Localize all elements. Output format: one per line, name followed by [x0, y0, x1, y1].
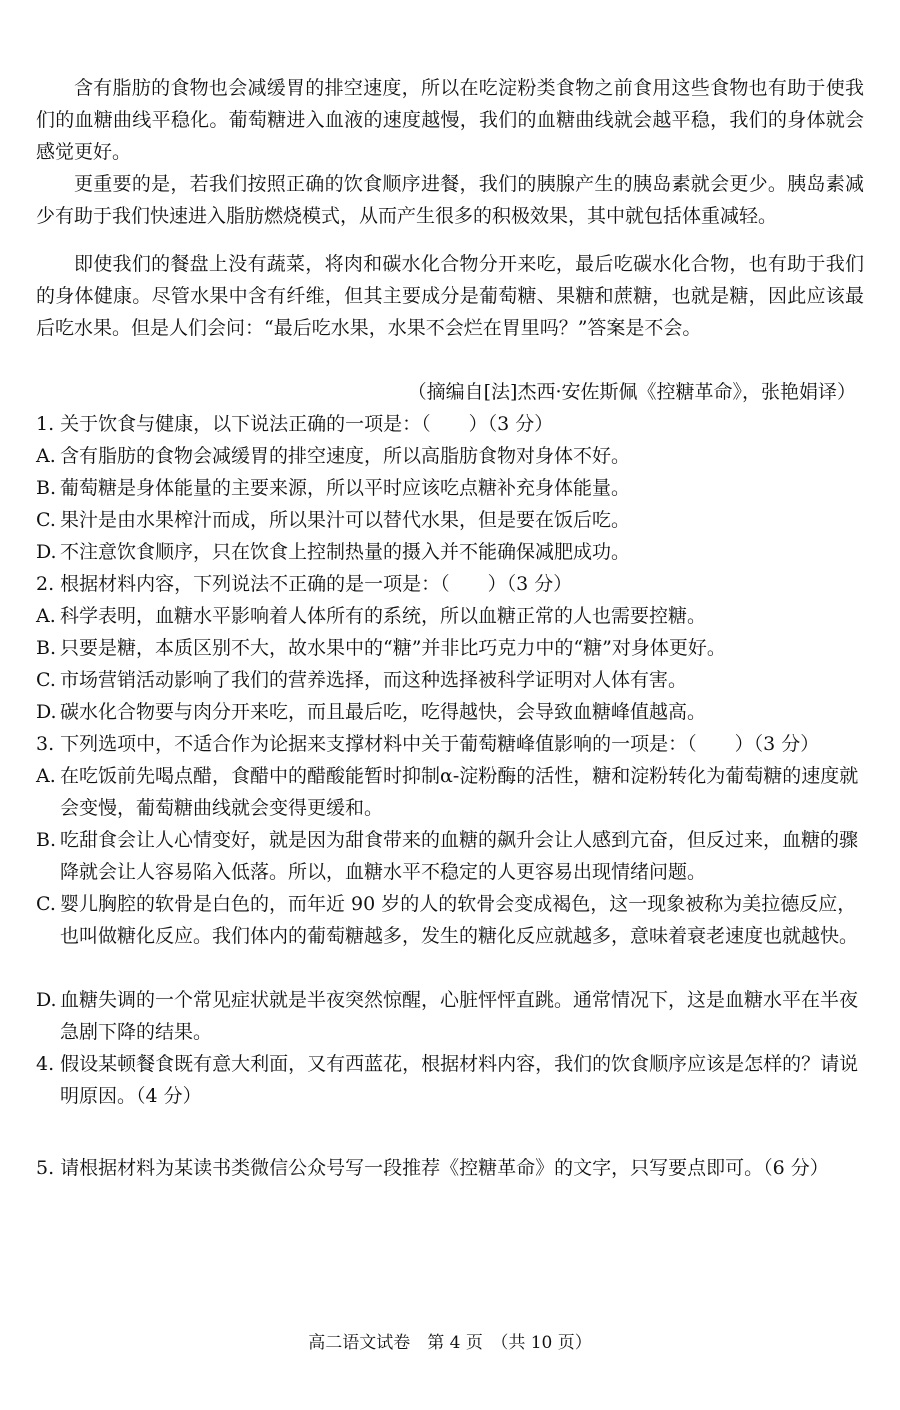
question-1-stem: 1. 关于饮食与健康，以下说法正确的一项是：（ ）（3 分）	[36, 413, 554, 435]
question-2-option-b	[36, 632, 870, 664]
option-text: 血糖失调的一个常见症状就是半夜突然惊醒，心脏怦怦直跳。通常情况下，这是血糖水平在半夜急剧下降的结果。	[60, 989, 859, 1043]
option-text: 果汁是由水果榨汁而成，所以果汁可以替代水果，但是要在饭后吃。	[60, 509, 631, 531]
option-text: 在吃饭前先喝点醋，食醋中的醋酸能暂时抑制α-淀粉酶的活性，糖和淀粉转化为葡萄糖的速度就会变慢，葡萄糖曲线就会变得更缓和。	[60, 765, 859, 819]
passage-paragraph-2: 更重要的是，若我们按照正确的饮食顺序进餐，我们的胰腺产生的胰岛素就会更少。胰岛素减少有助于我们快速进入脂肪燃烧模式，从而产生很多的积极效果，其中就包括体重减轻。	[36, 173, 864, 227]
question-2-option-d	[36, 696, 870, 728]
option-letter: B.	[36, 637, 57, 659]
option-text: 不注意饮食顺序，只在饮食上控制热量的摄入并不能确保减肥成功。	[60, 541, 631, 563]
passage-paragraph-3: 即使我们的餐盘上没有蔬菜，将肉和碳水化合物分开来吃，最后吃碳水化合物，也有助于我们的身体健康。尽管水果中含有纤维，但其主要成分是葡萄糖、果糖和蔗糖，也就是糖，因此应该最后吃水果。但是人们会问：“最后吃水果，水果不会烂在胃里吗？”答案是不会。	[36, 253, 864, 339]
option-text: 葡萄糖是身体能量的主要来源，所以平时应该吃点糖补充身体能量。	[60, 477, 631, 499]
option-letter: A.	[36, 445, 56, 467]
option-letter: B.	[36, 829, 57, 851]
option-text: 碳水化合物要与肉分开来吃，而且最后吃，吃得越快，会导致血糖峰值越高。	[60, 701, 707, 723]
option-letter: D.	[36, 989, 57, 1011]
question-3-option-c	[36, 888, 870, 952]
source-citation: （摘编自[法]杰西·安佐斯佩《控糖革命》，张艳娟译）	[407, 381, 856, 403]
option-letter: A.	[36, 765, 56, 787]
question-2-option-c	[36, 664, 870, 696]
option-text: 市场营销活动影响了我们的营养选择，而这种选择被科学证明对人体有害。	[60, 669, 688, 691]
question-1-option-b	[36, 472, 870, 504]
passage-paragraph-1: 含有脂肪的食物也会减缓胃的排空速度，所以在吃淀粉类食物之前食用这些食物也有助于使我们的血糖曲线平稳化。葡萄糖进入血液的速度越慢，我们的血糖曲线就会越平稳，我们的身体就会感觉更好。	[36, 77, 864, 163]
question-3-option-d	[36, 984, 870, 1048]
page-footer: 高二语文试卷 第 4 页 （共 10 页）	[308, 1333, 592, 1353]
question-5-stem: 5. 请根据材料为某读书类微信公众号写一段推荐《控糖革命》的文字，只写要点即可。（6 分）	[36, 1157, 829, 1179]
question-2-option-a	[36, 600, 870, 632]
question-4-text: 4. 假设某顿餐食既有意大利面，又有西蓝花，根据材料内容，我们的饮食顺序应该是怎样的？请说明原因。（4 分）	[36, 1053, 859, 1107]
question-2-stem: 2. 根据材料内容，下列说法不正确的是一项是：（ ）（3 分）	[36, 573, 573, 595]
question-3-option-b	[36, 824, 870, 888]
question-4-stem	[36, 1048, 870, 1112]
option-letter: C.	[36, 893, 56, 915]
option-letter: D.	[36, 541, 57, 563]
option-text: 婴儿胸腔的软骨是白色的，而年近 90 岁的人的软骨会变成褐色，这一现象被称为美拉德反应，也叫做糖化反应。我们体内的葡萄糖越多，发生的糖化反应就越多，意味着衰老速度也就越快。	[60, 893, 859, 947]
option-text: 只要是糖，本质区别不大，故水果中的“糖”并非比巧克力中的“糖”对身体更好。	[60, 637, 726, 659]
option-letter: C.	[36, 669, 56, 691]
question-1-option-c	[36, 504, 870, 536]
question-3-option-a	[36, 760, 870, 824]
option-letter: A.	[36, 605, 56, 627]
option-text: 科学表明，血糖水平影响着人体所有的系统，所以血糖正常的人也需要控糖。	[60, 605, 707, 627]
question-1-option-a	[36, 440, 870, 472]
question-1-option-d	[36, 536, 870, 568]
option-letter: B.	[36, 477, 57, 499]
option-text: 吃甜食会让人心情变好，就是因为甜食带来的血糖的飙升会让人感到亢奋，但反过来，血糖的骤降就会让人容易陷入低落。所以，血糖水平不稳定的人更容易出现情绪问题。	[60, 829, 859, 883]
option-letter: C.	[36, 509, 56, 531]
option-text: 含有脂肪的食物会减缓胃的排空速度，所以高脂肪食物对身体不好。	[60, 445, 631, 467]
option-letter: D.	[36, 701, 57, 723]
question-3-stem: 3. 下列选项中，不适合作为论据来支撑材料中关于葡萄糖峰值影响的一项是：（ ）（3 分）	[36, 733, 820, 755]
